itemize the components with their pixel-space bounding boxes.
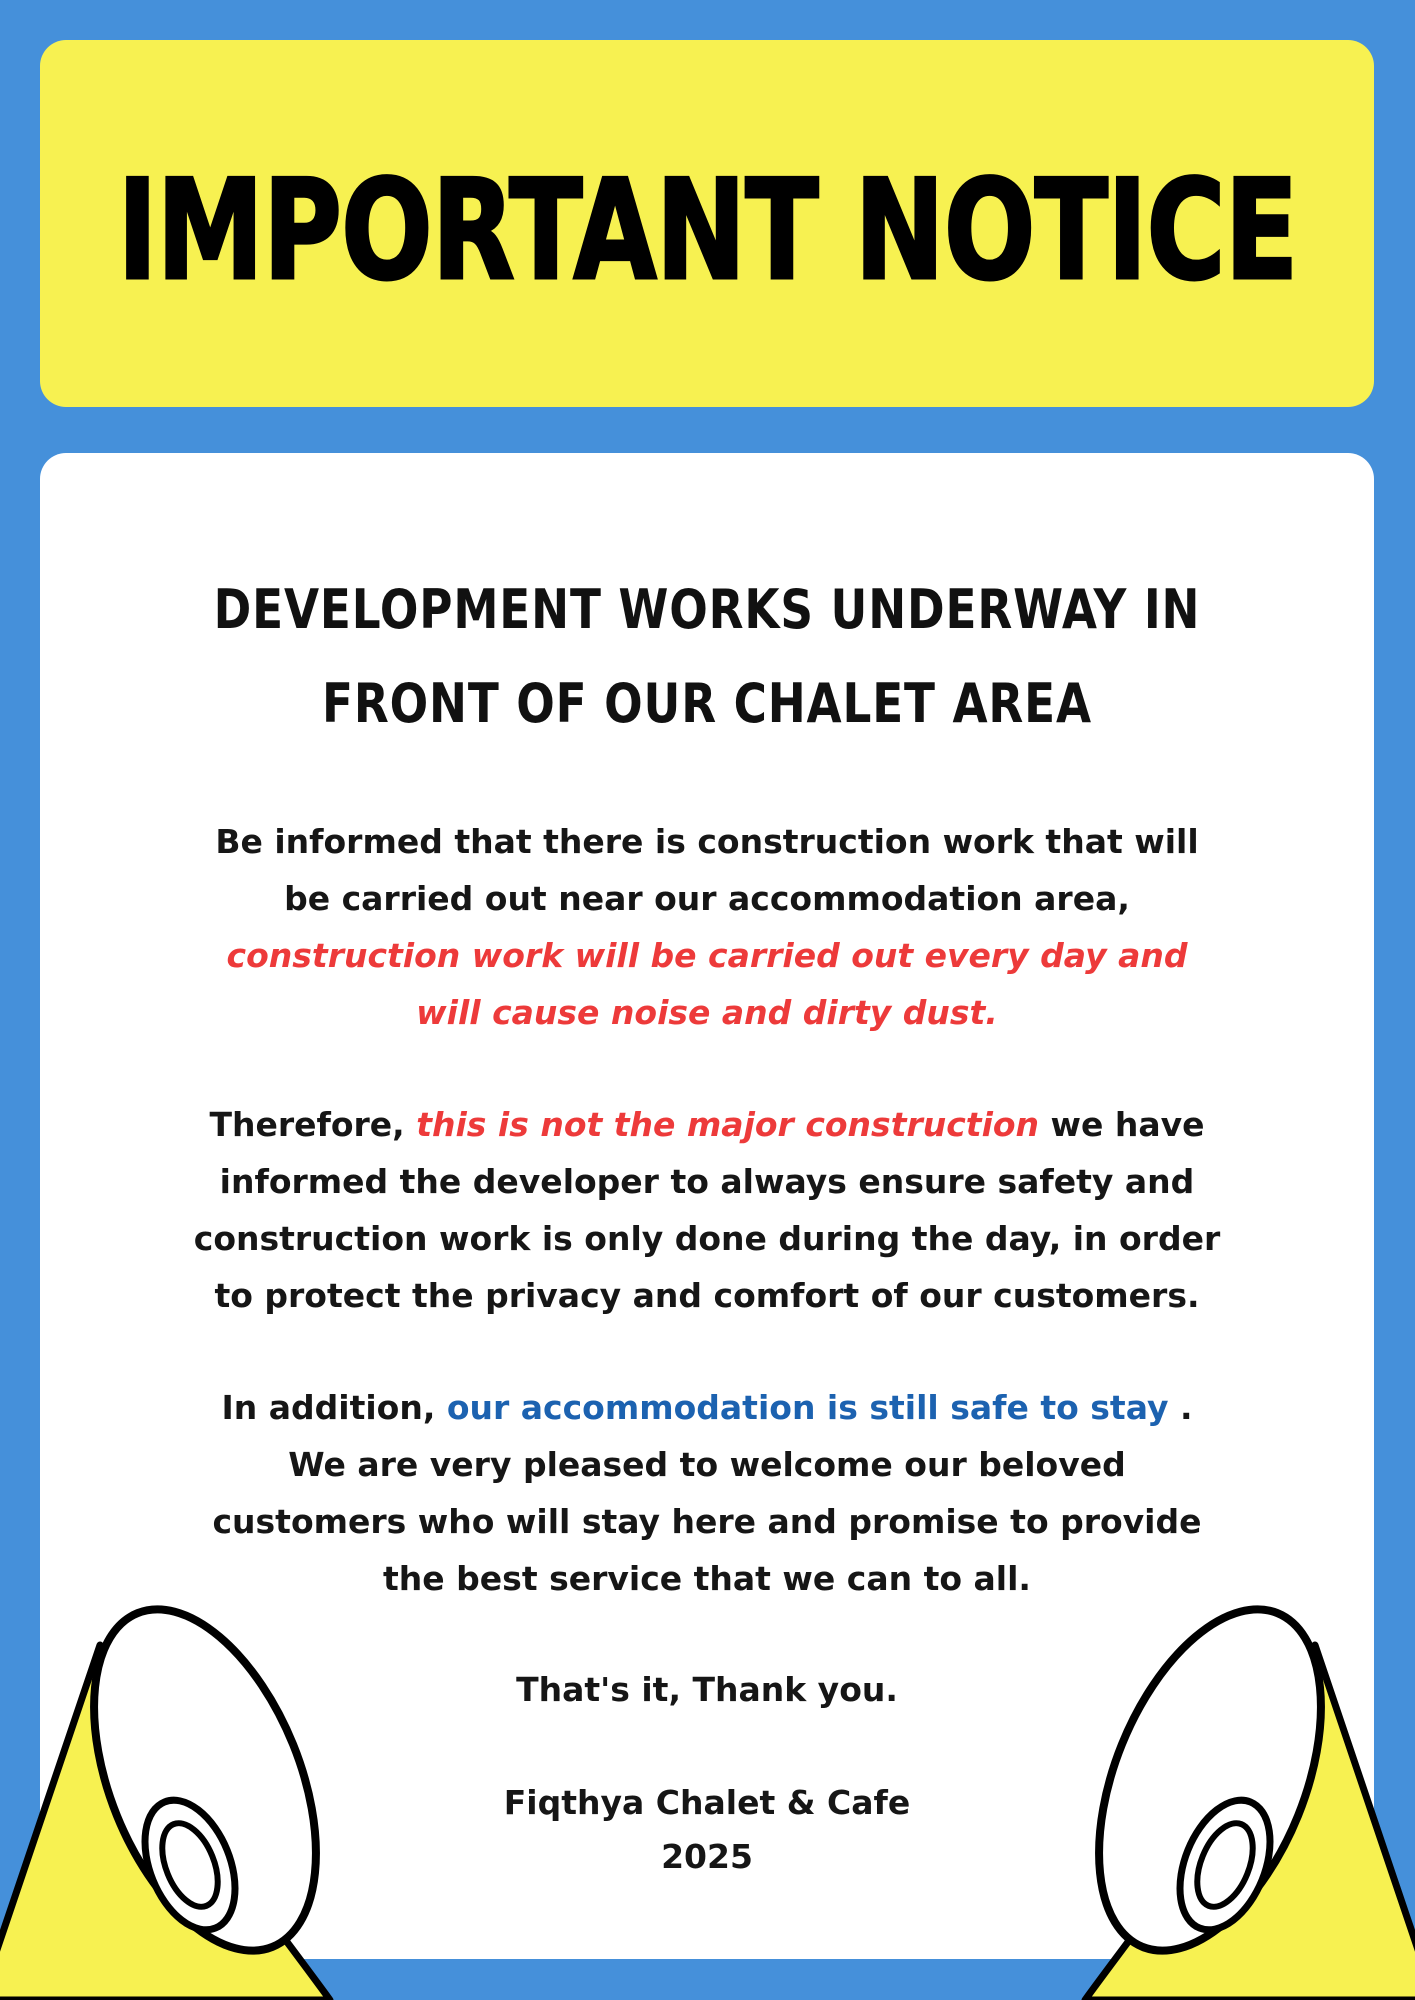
header-panel [40, 40, 1374, 407]
paragraph3-suffix: . [1168, 1388, 1193, 1427]
paragraph2-line-2: informed the developer to always ensure safety and [219, 1162, 1195, 1201]
paragraph2-line-3: construction work is only done during the day, in order [193, 1219, 1221, 1258]
subtitle-line-1: DEVELOPMENT WORKS UNDERWAY IN [213, 578, 1201, 641]
paragraph3-line-2: We are very pleased to welcome our beloved [288, 1445, 1126, 1484]
signature-year: 2025 [661, 1837, 753, 1876]
subtitle-line-2: FRONT OF OUR CHALET AREA [322, 672, 1092, 735]
paragraph3-highlight: our accommodation is still safe to stay [446, 1388, 1169, 1427]
paragraph-safety-info [160, 1096, 1254, 1324]
paragraph1-highlight-line-2: will cause noise and dirty dust. [416, 993, 998, 1032]
megaphone-icon [0, 1530, 360, 2000]
notice-title: IMPORTANT NOTICE [116, 149, 1298, 311]
paragraph2-line-4: to protect the privacy and comfort of our customers. [214, 1276, 1200, 1315]
signature-name: Fiqthya Chalet & Cafe [503, 1783, 911, 1822]
paragraph-construction-info [160, 813, 1254, 1041]
paragraph1-line-2: be carried out near our accommodation area, [284, 879, 1130, 918]
paragraph2-suffix: we have [1039, 1105, 1205, 1144]
paragraph3-line-1 [160, 1379, 1254, 1436]
notice-subtitle [40, 563, 1374, 751]
paragraph2-line-1 [160, 1096, 1254, 1153]
paragraph1-highlight-line-1: construction work will be carried out every day and [226, 936, 1188, 975]
thanks-text: That's it, Thank you. [516, 1670, 898, 1709]
paragraph3-prefix: In addition, [221, 1388, 447, 1427]
paragraph3-line-3: customers who will stay here and promise to provide [212, 1502, 1202, 1541]
megaphone-icon [1055, 1530, 1415, 2000]
paragraph2-prefix: Therefore, [209, 1105, 417, 1144]
paragraph2-highlight: this is not the major construction [416, 1105, 1040, 1144]
paragraph1-line-1: Be informed that there is construction work that will [215, 822, 1199, 861]
paragraph3-line-4: the best service that we can to all. [383, 1559, 1031, 1598]
